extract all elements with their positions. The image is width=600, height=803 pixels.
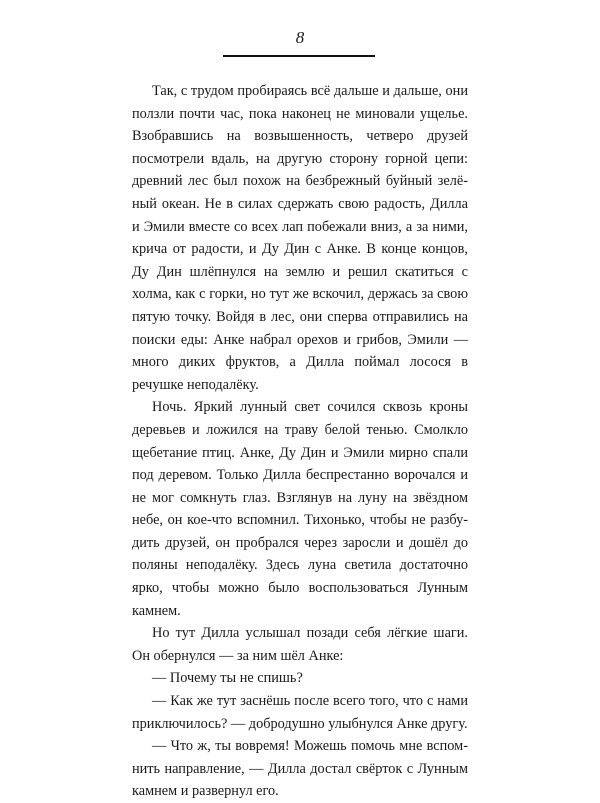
body-text bbox=[132, 80, 468, 803]
paragraph: Но тут Дилла услышал позади себя лёгкие шаги. Он обернулся — за ним шёл Анке: bbox=[132, 625, 468, 664]
dialogue-line: — Почему ты не спишь? bbox=[152, 670, 303, 687]
dialogue-line: — Что ж, ты вовремя! Можешь помочь мне вспомнить направление, — Дилла достал свёрток с Лунным камнем и развернул его. bbox=[132, 738, 468, 800]
paragraph: Так, с трудом пробираясь всё дальше и дальше, они ползли почти час, пока наконец не миновали ущелье. Взобравшись на возвышенность, четверо друзей посмотрели вдаль, на другую сторону горной цепи: древний лес был похож на безбрежный буйный зелёный океан. Не в силах сдержать свою радость, Дилла и Эмили вместе со всех лап побежали вниз, а за ними, крича от радости, и Ду Дин с Анке. В конце концов, Ду Дин шлёпнулся на землю и решил скатиться с холма, как с горки, но тут же вскочил, держась за свою пятую точку. Войдя в лес, они сперва отправились на поиски еды: Анке набрал орехов и грибов, Эмили — много диких фруктов, а Дилла поймал лосося в речушке неподалёку. bbox=[132, 83, 468, 393]
dialogue-line: — Как же тут заснёшь после всего того, что с нами приключилось? — добродушно улыбнулся Анке другу. bbox=[132, 693, 468, 732]
paragraph: Ночь. Яркий лунный свет сочился сквозь кроны деревьев и ложился на траву белой тенью. Смолкло щебетание птиц. Анке, Ду Дин и Эмили мирно спали под деревом. Только Дилла беспрестанно ворочался и не мог сомкнуть глаз. Взглянув на луну на звёздном небе, он кое-что вспомнил. Тихонько, чтобы не разбудить друзей, он пробрался через заросли и дошёл до поляны неподалёку. Здесь луна светила достаточно ярко, чтобы можно было воспользоваться Лунным камнем. bbox=[132, 399, 468, 619]
header-rule bbox=[223, 55, 375, 57]
page-number: 8 bbox=[295, 28, 305, 47]
